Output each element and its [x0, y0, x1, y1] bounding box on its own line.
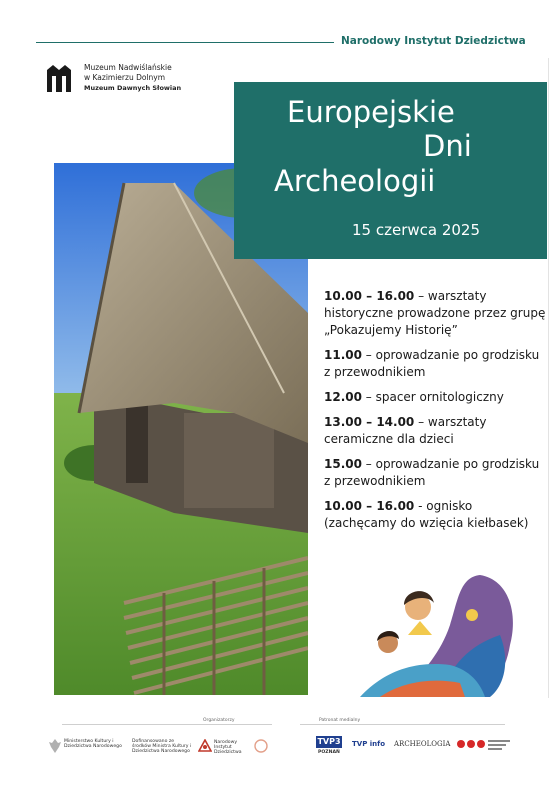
schedule-time: 10.00 – 16.00	[324, 499, 415, 513]
schedule-item	[324, 347, 546, 381]
tvp3-city: POZNAŃ	[318, 750, 340, 755]
header-rule	[36, 42, 334, 43]
tvp3-logo: TVP3	[317, 737, 341, 746]
schedule-list	[324, 288, 546, 540]
tvp-info-logo: TVP info	[352, 740, 385, 748]
schedule-time: 12.00	[324, 390, 362, 404]
sponsor-logos	[48, 736, 523, 760]
schedule-item	[324, 389, 546, 406]
institute-name: Narodowy Instytut Dziedzictwa	[341, 35, 526, 47]
title-banner	[234, 82, 547, 259]
schedule-text: – oprowadzanie po grodzisku z przewodnikiem	[324, 457, 540, 488]
museum-name	[84, 63, 181, 93]
footer-rule-patrons	[300, 724, 505, 725]
schedule-time: 11.00	[324, 348, 362, 362]
heritage-illustration	[360, 565, 520, 697]
museum-logo-icon	[44, 62, 74, 94]
schedule-item	[324, 414, 546, 448]
schedule-text: – warsztaty historyczne prowadzone przez grupę „Pokazujemy Historię”	[324, 289, 546, 337]
radio-dots-logo-icon	[456, 739, 486, 749]
schedule-text: – spacer ornitologiczny	[361, 390, 504, 404]
patrons-label: Patronat medialny	[316, 718, 363, 723]
schedule-item	[324, 288, 546, 339]
schedule-time: 13.00 – 14.00	[324, 415, 415, 429]
schedule-item	[324, 498, 546, 532]
schedule-text: – warsztaty ceramiczne dla dzieci	[324, 415, 487, 446]
museum-line-3: Muzeum Dawnych Słowian	[84, 84, 182, 92]
schedule-text: - ognisko (zachęcamy do wzięcia kiełbasek)	[324, 499, 529, 530]
banner-title-line-2: Dni	[423, 129, 472, 163]
partner-text-logo-icon	[488, 739, 510, 751]
archeologia-logo: ARCHEOLOGIA	[394, 740, 451, 748]
cofinanced-text: Dofinansowano ze środków Ministra Kultury i Dziedzictwa Narodowego	[132, 739, 192, 754]
museum-line-2: w Kazimierzu Dolnym	[84, 73, 166, 82]
schedule-time: 15.00	[324, 457, 362, 471]
nid-logo-text: Narodowy Instytut Dziedzictwa	[214, 740, 242, 755]
museum-line-1: Muzeum Nadwiślańskie	[84, 63, 172, 72]
banner-title-line-1: Europejskie	[287, 95, 455, 129]
footer-rule-organizers	[62, 724, 272, 725]
ministry-eagle-icon	[48, 738, 62, 754]
schedule-item	[324, 456, 546, 490]
organizers-label: Organizatorzy	[200, 718, 238, 723]
banner-title-line-3: Archeologii	[274, 164, 436, 198]
nid-logo-icon	[198, 739, 212, 753]
schedule-time: 10.00 – 16.00	[324, 289, 415, 303]
regional-logo-icon	[254, 739, 268, 753]
schedule-text: – oprowadzanie po grodzisku z przewodnikiem	[324, 348, 540, 379]
page-border	[548, 58, 549, 698]
event-date: 15 czerwca 2025	[352, 221, 481, 239]
ministry-logo-text: Ministerstwo Kultury i Dziedzictwa Narodowego	[64, 739, 122, 749]
